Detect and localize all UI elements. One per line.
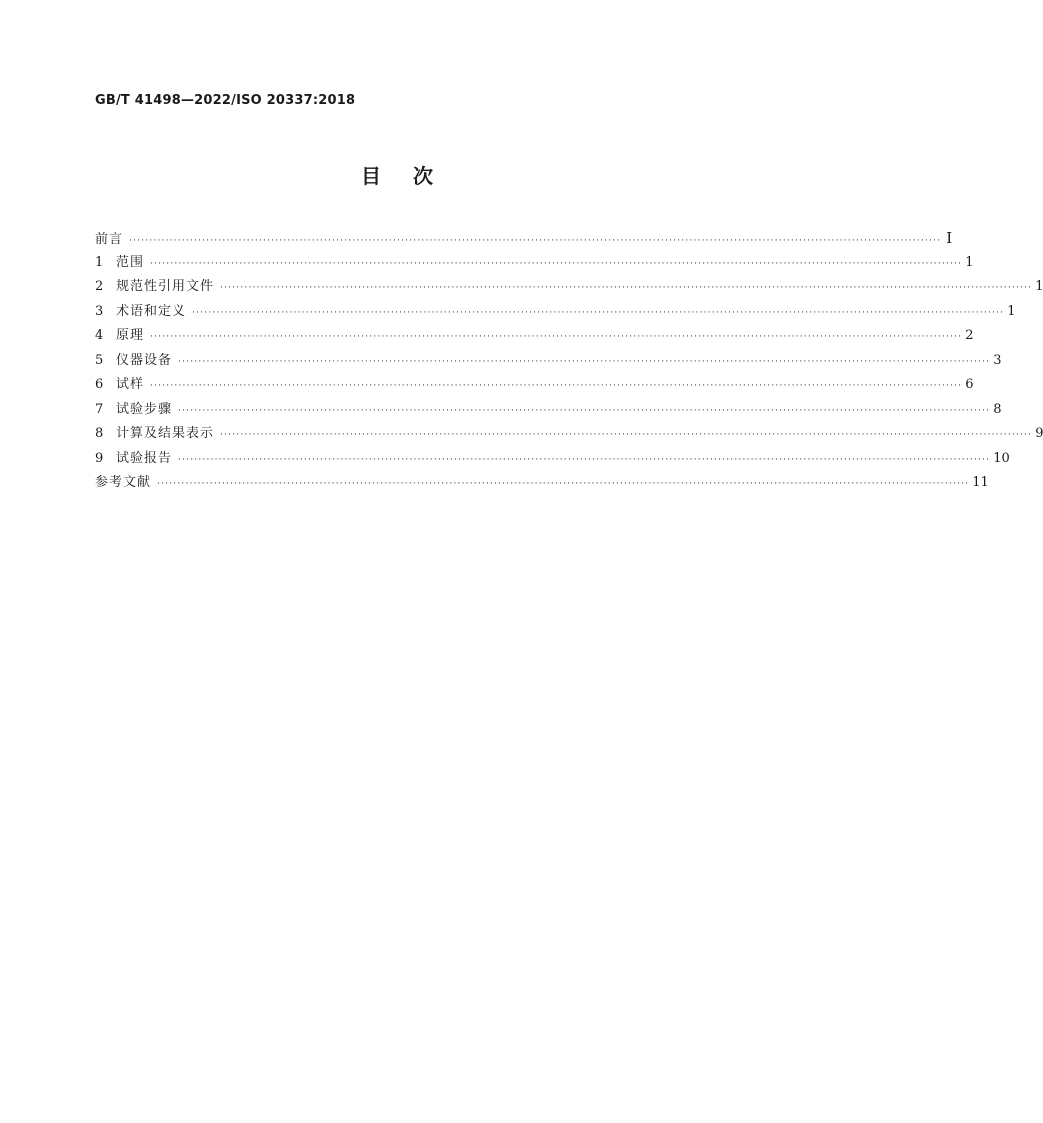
toc-page-number: 1 [965, 254, 974, 270]
toc-number: 7 [95, 401, 104, 417]
toc-label: 计算及结果表示 [116, 426, 215, 441]
toc-page-number: 10 [993, 450, 1010, 466]
toc-page-number: 9 [1035, 426, 1043, 441]
toc-page-number: 1 [1007, 303, 1016, 319]
toc-page-number: 2 [965, 328, 974, 343]
toc-leader: ········································································································································································································ [220, 283, 1033, 293]
table-of-contents [95, 226, 1043, 496]
toc-number: 4 [95, 328, 104, 343]
toc-label: 试样 [116, 377, 145, 392]
toc-page-number: 8 [993, 401, 1002, 417]
toc-page-number: 1 [1035, 279, 1043, 294]
toc-entry-3[interactable] [95, 300, 1016, 325]
toc-entry-5[interactable] [95, 349, 1002, 374]
toc-number: 6 [95, 377, 104, 392]
toc-entry-2[interactable] [95, 275, 1043, 300]
toc-leader: ········································································································································································································ [192, 307, 1005, 318]
toc-label: 规范性引用文件 [116, 279, 215, 294]
toc-number: 5 [95, 352, 104, 368]
toc-entry-9[interactable] [95, 447, 1010, 472]
toc-label: 试验报告 [116, 450, 173, 466]
toc-label: 原理 [116, 328, 145, 343]
toc-leader: ········································································································································································································ [220, 430, 1033, 440]
toc-number: 3 [95, 303, 104, 319]
toc-entry-preface[interactable] [95, 226, 953, 251]
toc-entry-8[interactable] [95, 422, 1043, 447]
page-title: 目次 [361, 164, 465, 188]
toc-page-number: 6 [965, 377, 974, 392]
toc-page-number: 3 [993, 352, 1002, 368]
toc-leader: ········································································································································································································ [129, 236, 942, 246]
toc-number: 9 [95, 450, 104, 466]
toc-leader: ········································································································································································································ [150, 258, 963, 269]
toc-leader: ········································································································································································································ [178, 405, 991, 416]
toc-entry-4[interactable] [95, 324, 974, 349]
toc-label: 范围 [116, 254, 145, 270]
toc-label: 前言 [95, 232, 124, 247]
toc-leader: ········································································································································································································ [150, 381, 963, 391]
toc-number: 8 [95, 426, 104, 441]
toc-leader: ········································································································································································································ [178, 454, 991, 465]
toc-leader: ········································································································································································································ [150, 332, 963, 342]
toc-number: 1 [95, 254, 104, 270]
toc-entry-bibliography[interactable] [95, 471, 989, 496]
toc-entry-7[interactable] [95, 398, 1002, 423]
toc-leader: ········································································································································································································ [178, 356, 991, 367]
toc-page-number: I [946, 229, 953, 247]
toc-page-number: 11 [972, 475, 989, 490]
toc-label: 参考文献 [95, 475, 152, 490]
toc-number: 2 [95, 279, 104, 294]
toc-leader: ········································································································································································································ [157, 479, 970, 489]
toc-label: 试验步骤 [116, 401, 173, 417]
toc-entry-1[interactable] [95, 251, 974, 276]
document-code: GB/T 41498—2022/ISO 20337:2018 [95, 93, 356, 108]
toc-label: 仪器设备 [116, 352, 173, 368]
toc-entry-6[interactable] [95, 373, 974, 398]
toc-label: 术语和定义 [116, 303, 187, 319]
